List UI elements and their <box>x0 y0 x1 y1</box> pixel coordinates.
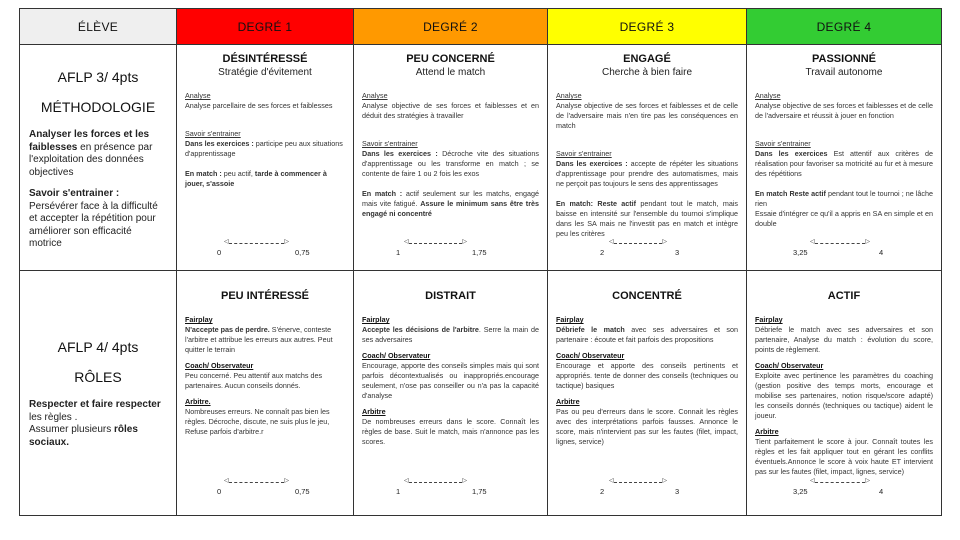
aflp3-d3-analyse-text: Analyse objective de ses forces et faiblesses et de celle de l'adversaire mais n'en tire pas les conséquences en match <box>556 101 738 130</box>
aflp3-d1-content <box>177 45 353 189</box>
aflp4-d2-arbitre <box>362 407 539 447</box>
aflp4-d3-score-scale <box>548 487 746 501</box>
aflp4-d4-coach <box>755 361 933 421</box>
aflp3-d2-score-min: 1 <box>396 248 401 257</box>
aflp3-degre1-cell <box>177 45 354 271</box>
aflp4-d2-score-scale <box>354 487 547 501</box>
aflp3-d1-score-max: 0,75 <box>295 248 310 257</box>
aflp3-p1-bold: Analyser les forces et les faiblesses <box>29 129 150 153</box>
aflp4-d1-coach <box>185 361 345 391</box>
aflp4-d4-coach-heading: Coach/ Observateur <box>755 361 824 370</box>
aflp4-d3-arbitre-text: Pas ou peu d'erreurs dans le score. Connait les règles avec des interprétations parfois fausses. Annonce le score, mais n'intervient pas sur les fautes (filet, impact, lignes, service) <box>556 407 738 446</box>
aflp3-subtitle: MÉTHODOLOGIE <box>40 99 156 115</box>
aflp4-d4-title: ACTIF <box>827 290 861 302</box>
aflp4-d2-fairplay-body <box>362 325 539 345</box>
aflp3-d4-match-extra: Essaie d'intégrer ce qu'il a appris en SA en simple et en double <box>755 209 933 228</box>
row-aflp4 <box>20 271 942 516</box>
aflp3-d4-exercices-text: Est attentif aux critères de réalisation pour favoriser sa motricité au fur et à mesure des répétitions <box>755 149 933 178</box>
aflp3-degre4-cell <box>747 45 942 271</box>
aflp3-d2-analyse-text: Analyse objective de ses forces et faiblesses et en déduit des stratégies à travailler <box>362 101 539 120</box>
aflp4-d4-fairplay-text: Débriefe le match avec ses adversaires et son partenaire, Analyse du match : évolution du score, points de règlement. <box>755 325 933 354</box>
aflp4-d1-score-arrow <box>229 482 284 484</box>
aflp3-d1-analyse-heading: Analyse <box>185 91 211 100</box>
aflp4-d2-arbitre-heading: Arbitre <box>362 407 386 416</box>
aflp4-d2-coach <box>362 351 539 401</box>
aflp3-d1-savoir <box>185 129 345 159</box>
aflp4-d1-arbitre-heading: Arbitre. <box>185 397 211 406</box>
header-degre-3: DEGRÉ 3 <box>548 9 747 45</box>
aflp3-p2-text: Persévérer face à la difficulté et accepter la répétition pour améliorer son efficacité motrice <box>29 200 158 249</box>
aflp4-d2-fairplay-text: . Serre la main de ses adversaires <box>362 325 540 344</box>
aflp3-d2-exercices <box>362 149 539 179</box>
aflp4-d4-arbitre <box>755 427 933 477</box>
aflp3-d4-savoir-heading: Savoir s'entrainer <box>755 139 811 148</box>
aflp3-d2-savoir <box>362 139 539 179</box>
aflp4-p1-bold: Respecter et faire respecter <box>29 399 161 410</box>
aflp4-d2-coach-heading: Coach/ Observateur <box>362 351 431 360</box>
aflp3-d4-match-label: En match Reste actif <box>755 189 826 198</box>
aflp4-d3-arbitre <box>556 397 738 447</box>
aflp3-d4-exercices-label: Dans les exercices <box>755 149 828 158</box>
aflp3-d2-subtitle: Attend le match <box>415 67 486 78</box>
aflp3-d3-score-arrow <box>614 243 662 245</box>
aflp4-d2-score-min: 1 <box>396 487 401 496</box>
aflp3-d4-analyse <box>755 91 933 121</box>
aflp3-d3-subtitle: Cherche à bien faire <box>601 67 693 78</box>
aflp3-d2-savoir-heading: Savoir s'entrainer <box>362 139 418 148</box>
aflp3-p2-bold: Savoir s'entrainer : <box>29 188 120 199</box>
aflp3-d4-savoir <box>755 139 933 179</box>
aflp3-d2-match <box>362 189 539 219</box>
aflp3-d1-savoir-heading: Savoir s'entrainer <box>185 129 241 138</box>
evaluation-grid <box>19 8 942 516</box>
aflp4-d4-fairplay-heading: Fairplay <box>755 315 783 324</box>
aflp3-d4-content <box>747 45 941 229</box>
aflp3-d1-title: DÉSINTÉRESSÉ <box>222 53 308 65</box>
aflp4-d1-coach-text: Peu concerné. Peu attentif aux matchs des partenaires. Aucun conseils donnés. <box>185 371 323 390</box>
aflp3-d1-score-arrow <box>229 243 284 245</box>
aflp3-d3-score-min: 2 <box>600 248 605 257</box>
aflp3-d2-exercices-text: Décroche vite des situations d'apprentissage ou les transforme en match ; se contente de faire 1 ou 2 fois les exos <box>362 149 539 178</box>
aflp4-d1-arbitre <box>185 397 345 437</box>
aflp4-d1-score-scale <box>177 487 353 501</box>
aflp4-d1-fairplay-heading: Fairplay <box>185 315 213 324</box>
aflp3-d2-score-arrow <box>409 243 462 245</box>
aflp3-d2-content <box>354 45 547 219</box>
row-aflp3 <box>20 45 942 271</box>
header-degre-4: DEGRÉ 4 <box>747 9 942 45</box>
aflp4-subtitle: RÔLES <box>74 369 122 385</box>
aflp4-p2-bold: rôles sociaux. <box>29 424 138 448</box>
aflp4-d3-coach <box>556 351 738 391</box>
header-row <box>20 9 942 45</box>
aflp4-d4-arbitre-text: Tient parfaitement le score à jour. Connaît toutes les règles et les fait appliquer tout en gérant les conflits éventuels.Annonce le score à voix haute ET intervient pas sur les fautes (filet, impact, lignes, service) <box>755 437 933 476</box>
aflp4-d3-score-max: 3 <box>675 487 680 496</box>
aflp3-d3-score-max: 3 <box>675 248 680 257</box>
aflp4-d3-arbitre-heading: Arbitre <box>556 397 580 406</box>
aflp3-d1-match <box>185 169 345 189</box>
aflp3-d3-match <box>556 199 738 239</box>
aflp3-d4-analyse-heading: Analyse <box>755 91 781 100</box>
aflp4-side-cell <box>20 271 177 516</box>
aflp3-d3-score-scale <box>548 248 746 262</box>
aflp4-d3-score-arrow <box>614 482 662 484</box>
aflp4-d4-fairplay-body <box>755 325 933 355</box>
aflp3-d4-analyse-text: Analyse objective de ses forces et faiblesses et de celle de l'adversaire et réussit à jouer en fonction <box>755 101 933 120</box>
aflp4-d4-content <box>747 271 941 477</box>
aflp4-d3-score-min: 2 <box>600 487 605 496</box>
aflp3-d2-score-max: 1,75 <box>472 248 487 257</box>
aflp3-d3-savoir-heading: Savoir s'entrainer <box>556 149 612 158</box>
aflp3-d4-score-arrow <box>815 243 865 245</box>
aflp3-degre2-cell <box>354 45 548 271</box>
aflp4-d1-arbitre-text: Nombreuses erreurs. Ne connaît pas bien les règles. Décroche, discute, ne suis plus le jeu, Refuse parfois d'arbitre.r <box>185 407 330 436</box>
aflp3-d2-analyse-heading: Analyse <box>362 91 388 100</box>
header-eleve: ÉLÈVE <box>20 9 177 45</box>
aflp3-d4-score-min: 3,25 <box>793 248 808 257</box>
aflp4-p1-text: les règles . <box>29 411 78 423</box>
aflp4-d1-fairplay-body <box>185 325 345 355</box>
aflp3-d3-exercices-text: accepte de répéter les situations d'apprentissage pour prendre des automatismes, mais ne perçoit pas toujours le sens des apprentissages <box>556 159 738 188</box>
aflp3-d4-exercices <box>755 149 933 179</box>
aflp3-d1-exercices <box>185 139 345 159</box>
aflp4-degre3-cell <box>548 271 747 516</box>
aflp4-d1-fairplay-text: S'énerve, conteste l'arbitre et attribue les erreurs aux autres. Peut quitter le terrain <box>185 325 333 354</box>
aflp3-d2-analyse <box>362 91 539 121</box>
aflp3-d2-match-bold: Assure le minimum sans être très engagé ni concentré <box>362 199 539 218</box>
aflp3-d2-match-text: actif seulement sur les matchs, engagé mais vite fatigué. <box>362 189 539 208</box>
aflp4-d1-content <box>177 271 353 437</box>
aflp4-d3-fairplay-body <box>556 325 738 345</box>
aflp4-d1-score-max: 0,75 <box>295 487 310 496</box>
aflp4-d2-score-arrow <box>409 482 462 484</box>
aflp4-title: AFLP 4/ 4pts <box>57 339 139 355</box>
aflp4-d2-title: DISTRAIT <box>425 290 476 302</box>
aflp3-d2-match-label: En match : <box>362 189 403 198</box>
aflp3-p1-text: en présence par l'exploitation des données objectives <box>29 141 153 178</box>
aflp3-d3-savoir <box>556 149 738 189</box>
aflp4-d3-title: CONCENTRÉ <box>612 290 682 302</box>
aflp3-title: AFLP 3/ 4pts <box>57 69 139 85</box>
aflp3-d1-exercices-label: Dans les exercices : <box>185 139 254 148</box>
aflp4-d2-fairplay <box>362 315 539 345</box>
aflp4-d3-fairplay <box>556 315 738 345</box>
header-degre-2: DEGRÉ 2 <box>354 9 548 45</box>
aflp3-d4-title: PASSIONNÉ <box>812 53 876 65</box>
aflp4-d1-fairplay <box>185 315 345 355</box>
aflp4-d2-fairplay-bold: Accepte les décisions de l'arbitre <box>362 325 479 334</box>
aflp3-d4-score-max: 4 <box>879 248 884 257</box>
aflp4-p2-text: Assumer plusieurs <box>29 424 115 435</box>
aflp3-d3-analyse-heading: Analyse <box>556 91 582 100</box>
aflp4-d3-fairplay-bold: Débriefe le match <box>556 325 625 334</box>
aflp4-d1-title: PEU INTÉRESSÉ <box>220 290 310 302</box>
aflp4-d4-fairplay <box>755 315 933 355</box>
aflp3-d3-match-text: pendant tout le match, mais baisse en intensité sur l'ensemble du tournoi s'implique dans les SA mais ne l'investit pas en match et intègre peu les critères <box>556 199 739 238</box>
aflp3-d4-subtitle: Travail autonome <box>805 67 883 78</box>
aflp3-d3-analyse <box>556 91 738 131</box>
aflp4-d3-fairplay-heading: Fairplay <box>556 315 584 324</box>
aflp4-d4-score-min: 3,25 <box>793 487 808 496</box>
aflp3-d1-subtitle: Stratégie d'évitement <box>218 67 312 78</box>
aflp3-d1-match-text: peu actif, <box>221 169 255 178</box>
aflp3-d1-analyse <box>185 91 345 111</box>
aflp4-d4-arbitre-heading: Arbitre <box>755 427 779 436</box>
aflp4-d1-score-min: 0 <box>217 487 222 496</box>
aflp3-d1-exercices-text: participe peu aux situations d'apprentissage <box>185 139 343 158</box>
aflp3-d4-match <box>755 189 933 229</box>
aflp4-d2-score-max: 1,75 <box>472 487 487 496</box>
aflp3-d1-match-label: En match : <box>185 169 222 178</box>
aflp3-d3-exercices <box>556 159 738 189</box>
aflp4-degre4-cell <box>747 271 942 516</box>
aflp3-d4-match-text: pendant tout le tournoi ; ne lâche rien <box>755 189 933 208</box>
aflp3-d1-score-scale <box>177 248 353 262</box>
aflp4-d4-score-arrow <box>815 482 865 484</box>
aflp4-degre1-cell <box>177 271 354 516</box>
header-degre-1: DEGRÉ 1 <box>177 9 354 45</box>
aflp3-d3-exercices-label: Dans les exercices : <box>556 159 628 168</box>
aflp3-d2-score-scale <box>354 248 547 262</box>
aflp4-d4-coach-text: Exploite avec pertinence les paramètres du coaching (gestion positive des temps morts, encourage et mobilise ses partenaires, notion risque/score adapté) les conseils donnés (techniques ou tactique) aident le joueur. <box>755 371 933 420</box>
aflp4-description <box>29 399 167 449</box>
aflp4-d2-coach-text: Encourage, apporte des conseils simples mais qui sont parfois décontextualisés ou inappropriés.encourage seulement, n'ose pas conseiller ou n'a pas la capacité d'analyse <box>362 361 539 400</box>
aflp4-d1-coach-heading: Coach/ Observateur <box>185 361 254 370</box>
aflp4-d4-score-scale <box>747 487 941 501</box>
aflp4-d3-content <box>548 271 746 447</box>
aflp3-d2-exercices-label: Dans les exercices : <box>362 149 438 158</box>
aflp3-description <box>29 129 167 251</box>
aflp3-side-cell <box>20 45 177 271</box>
aflp4-d2-arbitre-text: De nombreuses erreurs dans le score. Connaît les règles de base. Suit le match, mais n'annonce pas les scores. <box>362 417 539 446</box>
aflp4-d2-content <box>354 271 547 447</box>
aflp3-degre3-cell <box>548 45 747 271</box>
aflp4-d4-score-max: 4 <box>879 487 884 496</box>
aflp4-degre2-cell <box>354 271 548 516</box>
aflp3-d3-match-label: En match: Reste actif <box>556 199 637 208</box>
aflp4-d2-fairplay-heading: Fairplay <box>362 315 390 324</box>
aflp3-d3-title: ENGAGÉ <box>623 53 671 65</box>
aflp4-d3-fairplay-text: avec ses adversaires et son partenaire : écoute et fait parfois des propositions <box>556 325 738 344</box>
aflp3-d1-score-min: 0 <box>217 248 222 257</box>
aflp4-d3-coach-text: Encourage et apporte des conseils pertinents et appropriés. tente de donner des conseils (techniques ou tactique) basiques <box>556 361 738 390</box>
aflp4-d1-fairplay-bold: N'accepte pas de perdre. <box>185 325 270 334</box>
aflp3-d3-content <box>548 45 746 239</box>
aflp3-d1-analyse-text: Analyse parcellaire de ses forces et faiblesses <box>185 101 333 110</box>
aflp3-d1-match-bold: tarde à commencer à jouer, s'assoie <box>185 169 327 188</box>
aflp3-d2-title: PEU CONCERNÉ <box>406 53 495 65</box>
aflp3-d4-score-scale <box>747 248 941 262</box>
aflp4-d3-coach-heading: Coach/ Observateur <box>556 351 625 360</box>
